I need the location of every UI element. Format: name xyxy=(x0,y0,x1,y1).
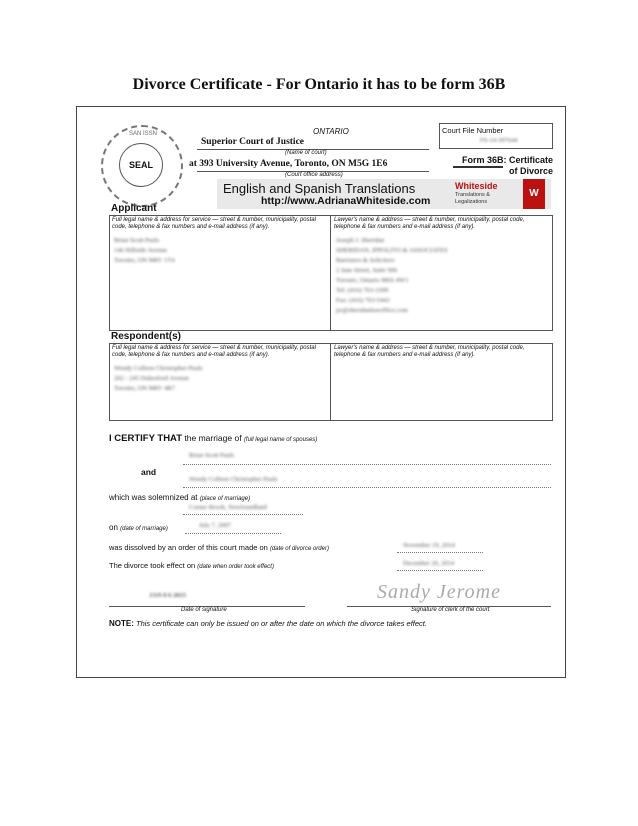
signature-date: JAN 0 6 2015 xyxy=(149,592,187,599)
banner-logo-icon: W xyxy=(523,179,545,209)
banner-url: http://www.AdrianaWhiteside.com xyxy=(261,195,431,207)
marriage-date-line-rule xyxy=(185,533,281,534)
court-file-label: Court File Number xyxy=(442,126,504,135)
effect-hint: (date when order took effect) xyxy=(197,564,274,570)
form-title-rule xyxy=(453,166,503,168)
applicant-line: Toronto, ON M8V 1T4 xyxy=(114,257,175,264)
certify-bold: I CERTIFY THAT xyxy=(109,433,183,444)
applicant-left-label: Full legal name & address for service — street & number, municipality, postal code, telephone & fax numbers and e-mail address (if any). xyxy=(112,217,316,230)
respondent-line: Wendy Colleen Christopher-Pauls xyxy=(114,365,203,372)
applicant-address xyxy=(114,236,174,266)
lawyer-line: Tel: (416) 763-3399 xyxy=(336,287,389,294)
divorce-order-date: November 19, 2014 xyxy=(403,542,455,549)
court-file-number-box xyxy=(439,123,553,149)
respondent-line: 202 - 245 Dukesford Avenue xyxy=(114,375,189,382)
court-file-value: FS-14-397644 xyxy=(480,137,518,144)
applicant-right-label: Lawyer's name & address — street & number, municipality, postal code, telephone & fax numbers and e-mail address (if any). xyxy=(334,217,525,230)
page-title: Divorce Certificate - For Ontario it has to be form 36B xyxy=(132,76,506,93)
banner-logo-sub1: Translations & xyxy=(455,192,490,198)
lawyer-line: Fax: (416) 763-5443 xyxy=(336,297,390,304)
note-bold: NOTE: xyxy=(109,619,134,628)
court-seal xyxy=(101,125,183,207)
effect-date-rule xyxy=(397,570,483,571)
applicant-divider xyxy=(330,216,331,330)
banner-logo-name: Whiteside xyxy=(455,181,498,191)
spouse2-name: Wendy Colleen Christopher-Pauls xyxy=(189,476,278,483)
on-text: on xyxy=(109,523,118,532)
marriage-date-line xyxy=(109,523,168,533)
lawyer-line: jsr@sheridanlawoffice.com xyxy=(336,307,408,314)
court-name: Superior Court of Justice xyxy=(201,137,304,147)
divorce-certificate-form xyxy=(76,106,566,678)
banner-logo-sub2: Legalizations xyxy=(455,199,488,205)
marriage-date: July 7, 2007 xyxy=(199,522,231,529)
marriage-of-text: the marriage of xyxy=(184,433,242,443)
dissolved-hint: (date of divorce order) xyxy=(269,546,329,552)
dissolved-text: was dissolved by an order of this court made on xyxy=(109,543,268,552)
court-office-address-hint: (Court office address) xyxy=(285,172,343,178)
lawyer-line: Toronto, Ontario M6S 4W3 xyxy=(336,277,409,284)
court-address: at 393 University Avenue, Toronto, ON M5G 1E6 xyxy=(189,159,388,169)
applicant-box xyxy=(109,215,553,331)
date-of-signature-label: Date of signature xyxy=(181,607,227,613)
lawyer-line: 2 Jane Street, Suite 906 xyxy=(336,267,398,274)
respondent-address xyxy=(114,364,203,394)
respondent-left-label: Full legal name & address for service — street & number, municipality, postal code, telephone & fax numbers and e-mail address (if any). xyxy=(112,345,316,358)
respondent-right-label: Lawyer's name & address — street & number, municipality, postal code, telephone & fax numbers and e-mail address (if any). xyxy=(334,345,525,358)
respondent-heading: Respondent(s) xyxy=(111,331,181,342)
solemnized-text: which was solemnized at xyxy=(109,493,198,502)
solemnized-line xyxy=(109,493,250,503)
lawyer-line: Barristers & Solicitors xyxy=(336,257,395,264)
form-title-line2: of Divorce xyxy=(508,166,553,176)
certify-line xyxy=(109,433,317,444)
banner-line1: English and Spanish Translations xyxy=(223,181,416,196)
clerk-signature-label: Signature of clerk of the court xyxy=(411,607,490,613)
marriage-place: Corner Brook, Newfoundland xyxy=(189,504,267,511)
divorce-order-date-rule xyxy=(397,552,483,553)
note-text: This certificate can only be issued on or after the date on which the divorce takes effect. xyxy=(135,619,427,628)
spouse2-line xyxy=(183,487,551,488)
name-of-court-hint: (Name of court) xyxy=(285,150,327,156)
effect-text: The divorce took effect on xyxy=(109,561,196,570)
lawyer-line: SHERIDAN, IPPOLITO & ASSOCIATES xyxy=(336,247,448,254)
translation-banner xyxy=(217,179,551,209)
respondent-divider xyxy=(330,344,331,420)
form-title-line1: Form 36B: Certificate xyxy=(461,155,553,165)
effect-date: December 20, 2014 xyxy=(403,560,455,567)
applicant-line: Brian Scott Pauls xyxy=(114,237,160,244)
full-names-hint: (full legal name of spouses) xyxy=(243,437,318,443)
clerk-signature: Sandy Jerome xyxy=(377,581,501,603)
respondent-box xyxy=(109,343,553,421)
lawyer-line: Joseph J. Sheridan xyxy=(336,237,385,244)
dissolved-line xyxy=(109,543,329,553)
applicant-lawyer-address xyxy=(336,236,447,316)
effect-line xyxy=(109,561,274,571)
spouse1-name: Brian Scott Pauls xyxy=(189,452,235,459)
note-line xyxy=(109,619,555,628)
place-line xyxy=(183,514,303,515)
province: ONTARIO xyxy=(313,127,349,136)
applicant-heading: Applicant xyxy=(111,203,157,214)
place-hint: (place of marriage) xyxy=(199,496,251,502)
date-hint: (date of marriage) xyxy=(120,526,168,532)
respondent-line: Toronto, ON M8V 4R7 xyxy=(114,385,175,392)
spouse1-line xyxy=(183,464,551,465)
seal-arc-text: SAN ISSN xyxy=(129,131,158,137)
seal-label: SEAL xyxy=(119,143,163,187)
applicant-line: 146 Hillside Avenue xyxy=(114,247,167,254)
and-text: and xyxy=(141,467,157,477)
